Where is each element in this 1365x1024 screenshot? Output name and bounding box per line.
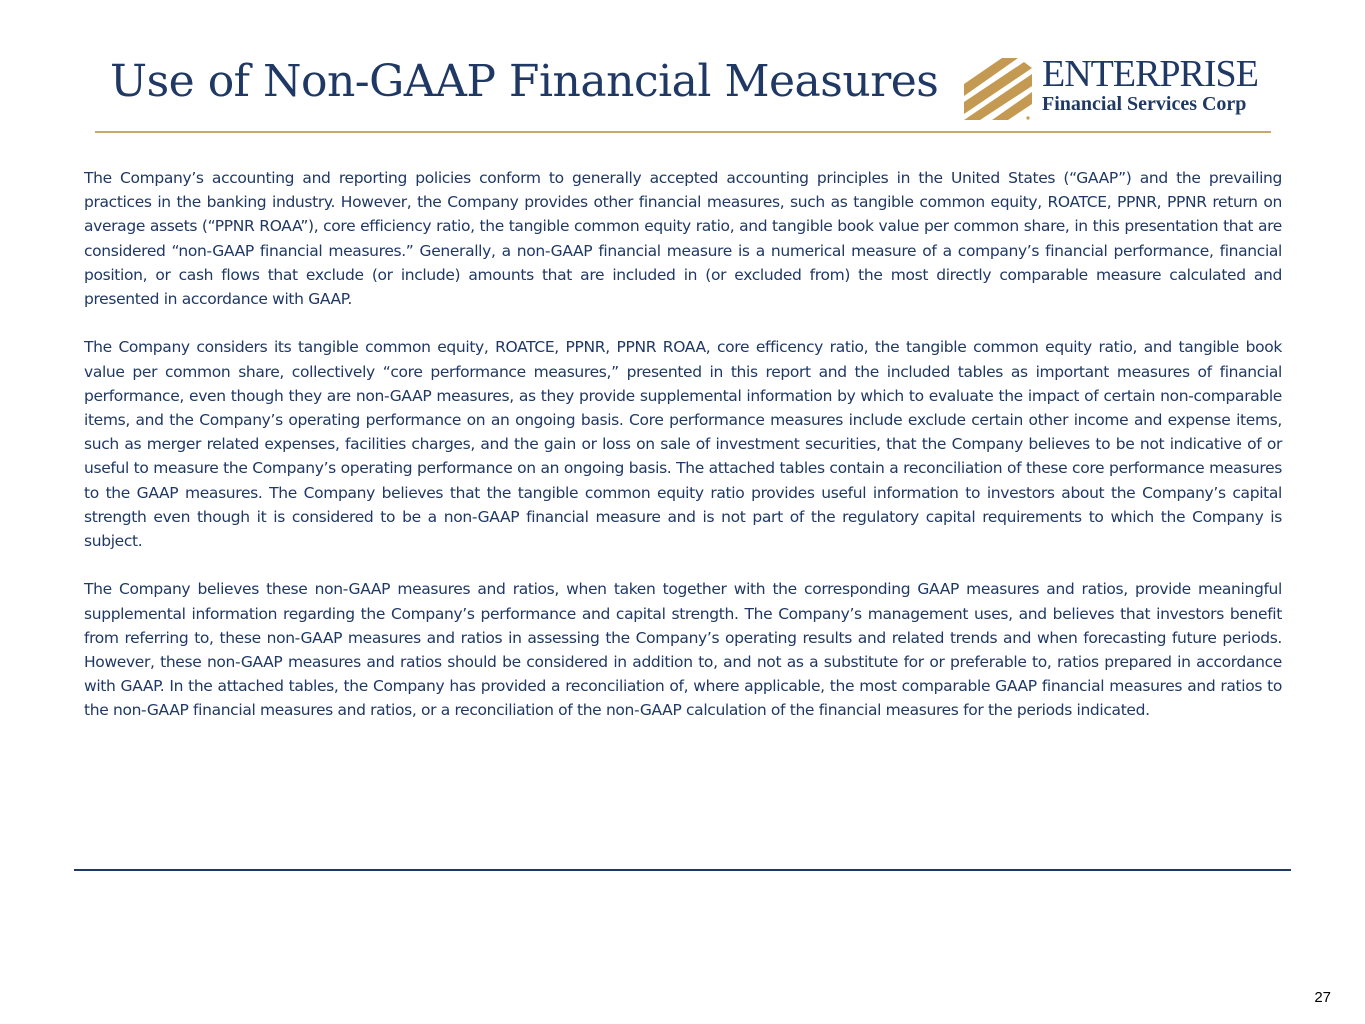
- page-number: 27: [1314, 989, 1331, 1006]
- body-text: [84, 166, 1282, 747]
- logo-name: ENTERPRISE: [1042, 53, 1258, 95]
- company-logo: [962, 53, 1274, 122]
- paragraph-gaap-definition: The Company’s accounting and reporting policies conform to generally accepted accounting principles in the United States (“GAAP”) and the prevailing practices in the banking industry. However, the Company provides other financial measures, such as tangible common equity, ROATCE, PPNR, PPNR return on average assets (“PPNR ROAA”), core efficiency ratio, the tangible common equity ratio, and tangible book value per common share, in this presentation that are considered “non-GAAP financial measures.” Generally, a non-GAAP financial measure is a numerical measure of a company’s financial performance, financial position, or cash flows that exclude (or include) amounts that are included in (or excluded from) the most directly comparable measure calculated and presented in accordance with GAAP.: [84, 169, 1282, 309]
- logo-subtitle: Financial Services Corp: [1042, 93, 1247, 115]
- title-divider: [95, 131, 1271, 133]
- logo-wordmark: [1042, 53, 1274, 116]
- footer-divider: [74, 869, 1291, 871]
- page-title: Use of Non-GAAP Financial Measures: [110, 56, 939, 107]
- enterprise-logo-stripes-icon: [962, 56, 1038, 122]
- paragraph-reconciliation: The Company believes these non-GAAP measures and ratios, when taken together with the corresponding GAAP measures and ratios, provide meaningful supplemental information regarding the Company’s performance and capital strength. The Company’s management uses, and believes that investors benefit from referring to, these non-GAAP measures and ratios in assessing the Company’s operating results and related trends and when forecasting future periods. However, these non-GAAP measures and ratios should be considered in addition to, and not as a substitute for or preferable to, ratios prepared in accordance with GAAP. In the attached tables, the Company has provided a reconciliation of, where applicable, the most comparable GAAP financial measures and ratios to the non-GAAP financial measures and ratios, or a reconciliation of the non-GAAP calculation of the financial measures for the periods indicated.: [84, 580, 1282, 720]
- paragraph-core-performance: The Company considers its tangible common equity, ROATCE, PPNR, PPNR ROAA, core efficency ratio, the tangible common equity ratio, and tangible book value per common share, collectively “core performance measures,” presented in this report and the included tables as important measures of financial performance, even though they are non-GAAP measures, as they provide supplemental information by which to evaluate the impact of certain non-comparable items, and the Company’s operating performance on an ongoing basis. Core performance measures include exclude certain other income and expense items, such as merger related expenses, facilities charges, and the gain or loss on sale of investment securities, that the Company believes to be not indicative of or useful to measure the Company’s operating performance on an ongoing basis. The attached tables contain a reconciliation of these core performance measures to the GAAP measures. The Company believes that the tangible common equity ratio provides useful information to investors about the Company’s capital strength even though it is considered to be a non-GAAP financial measure and is not part of the regulatory capital requirements to which the Company is subject.: [84, 338, 1282, 551]
